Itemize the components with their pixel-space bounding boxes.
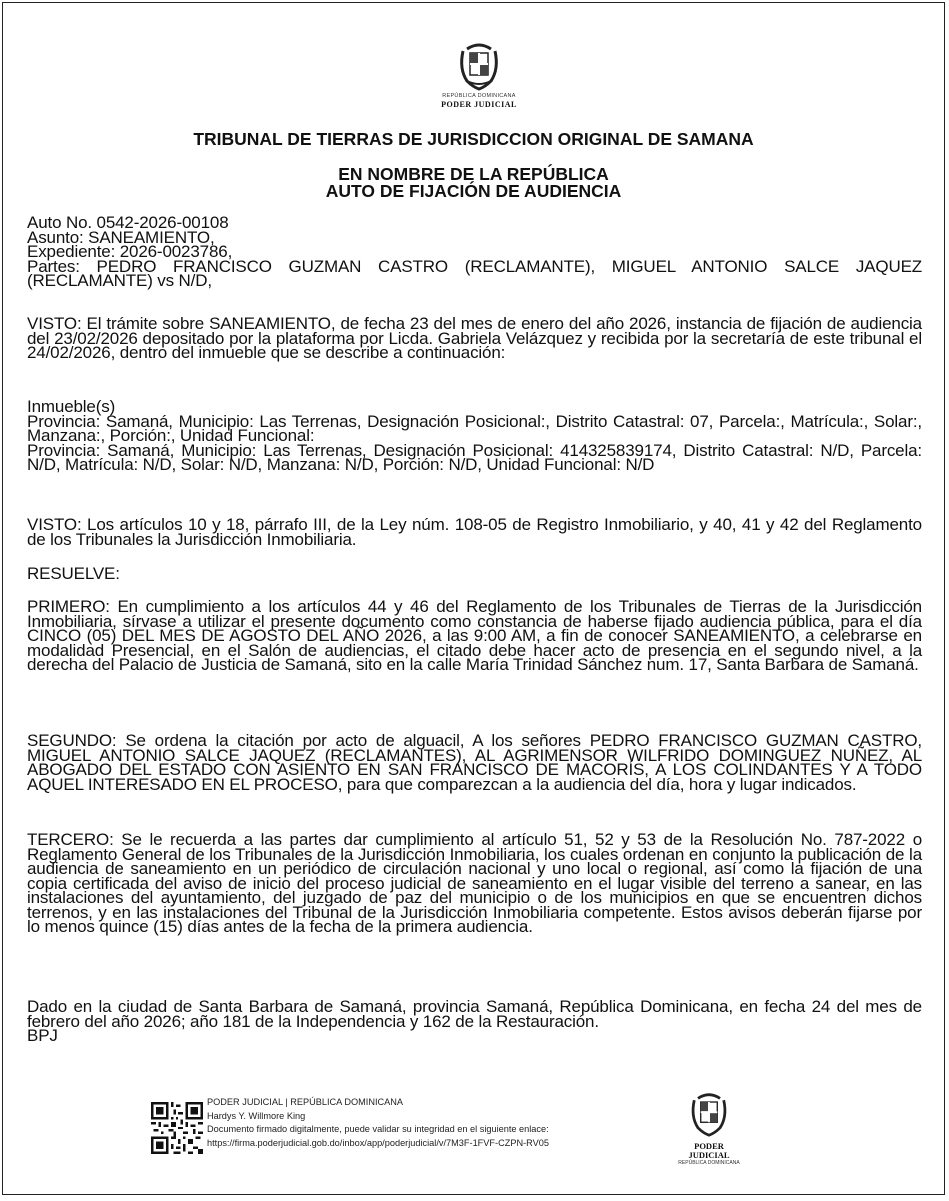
bottom-seal	[673, 1091, 745, 1166]
inmueble-line-1: Provincia: Samaná, Municipio: Las Terrenas, Designación Posicional:, Distrito Catastral: 07, Parcela:, Matrícula:, Solar:, Manzana:, Porción:, Unidad Funcional:	[27, 411, 922, 445]
document-page	[2, 2, 945, 1195]
inmueble-heading: Inmueble(s)	[27, 397, 116, 416]
partes: Partes: PEDRO FRANCISCO GUZMAN CASTRO (RECLAMANTE), MIGUEL ANTONIO SALCE JAQUEZ (RECLAMANTE) vs N/D,	[27, 256, 922, 290]
case-info	[27, 213, 922, 290]
seal-name: PODER JUDICIAL	[441, 100, 517, 109]
auto-number: Auto No. 0542-2026-00108	[27, 213, 229, 232]
signature-footer	[151, 1096, 631, 1156]
seal-subtitle: REPÚBLICA DOMINICANA	[442, 93, 516, 99]
bottom-seal-subtitle: REPÚBLICA DOMINICANA	[678, 1160, 740, 1166]
republic-title: EN NOMBRE DE LA REPÚBLICA	[338, 164, 609, 184]
footer-validation-link[interactable]: https://firma.poderjudicial.gob.do/inbox/app/poderjudicial/v/7M3F-1FVF-CZPN-RV05	[207, 1137, 549, 1148]
primero-paragraph: PRIMERO: En cumplimiento a los artículos 44 y 46 del Reglamento de los Tribunales de Tierras de la Jurisdicción Inmobiliaria, sírvase a utilizar el presente documento como constancia de haberse fijado audiencia pública, para el día CINCO (05) DEL MES DE AGOSTO DEL AÑO 2026, a las 9:00 AM, a fin de conocer SANEAMIENTO, a celebrarse en modalidad Presencial, en el Salón de audiencias, el citado debe hacer acto de presencia en el segundo nivel, a la derecha del Palacio de Justicia de Samaná, sito en la calle María Trinidad Sánchez num. 17, Santa Barbara de Samaná.	[27, 597, 922, 674]
asunto: Asunto: SANEAMIENTO,	[27, 227, 215, 247]
qr-code-icon[interactable]	[151, 1102, 203, 1154]
footer-note: Documento firmado digitalmente, puede validar su integridad en el siguiente enlace:	[207, 1124, 549, 1134]
tercero-paragraph: TERCERO: Se le recuerda a las partes dar cumplimiento al artículo 51, 52 y 53 de la Resolución No. 787-2022 o Reglamento General de los Tribunales de la Jurisdicción Inmobiliaria, los cuales ordenan en conjunto la publicación de la audiencia de saneamiento en un periódico de circulación nacional y uno local o regional, así como la fijación de una copia certificada del aviso de inicio del proceso judicial de saneamiento en el lugar visible del terreno a sanear, en las instalaciones del ayuntamiento, del juzgado de paz del municipio o de los municipios en que se encuentren dichos terrenos, y en las instalaciones del Tribunal de la Jurisdicción Inmobiliaria competente. Estos avisos deberán fijarse por lo menos quince (15) días antes de la fecha de la primera audiencia.	[27, 830, 922, 936]
footer-signer: Hardys Y. Willmore King	[207, 1110, 306, 1121]
top-seal	[439, 41, 519, 109]
segundo-paragraph: SEGUNDO: Se ordena la citación por acto de alguacil, A los señores PEDRO FRANCISCO GUZMAN CASTRO, MIGUEL ANTONIO SALCE JAQUEZ (RECLAMANTES), AL AGRIMENSOR WILFRIDO DOMINGUEZ NUÑEZ, AL ABOGADO DEL ESTADO CON ASIENTO EN SAN FRANCISCO DE MACORÍS, A LOS COLINDANTES Y A TODO AQUEL INTERESADO EN EL PROCESO, para que comparezcan a la audiencia del día, hora y lugar indicados.	[27, 731, 922, 794]
inmueble-section	[27, 397, 922, 474]
signature-text	[207, 1096, 549, 1150]
auto-title: AUTO DE FIJACIÓN DE AUDIENCIA	[325, 181, 622, 201]
initials: BPJ	[27, 1026, 58, 1045]
visto-paragraph-2: VISTO: Los artículos 10 y 18, párrafo III, de la Ley núm. 108-05 de Registro Inmobiliario, y 40, 41 y 42 del Reglamento de los Tribunales la Jurisdicción Inmobiliaria.	[27, 515, 922, 549]
footer-institution: PODER JUDICIAL | REPÚBLICA DOMINICANA	[207, 1097, 404, 1107]
coat-of-arms-icon	[457, 41, 501, 91]
coat-of-arms-icon	[687, 1091, 731, 1137]
dado-paragraph	[27, 997, 922, 1045]
visto-paragraph-1: VISTO: El trámite sobre SANEAMIENTO, de fecha 23 del mes de enero del año 2026, instancia de fijación de audiencia del 23/02/2026 depositado por la plataforma por Licda. Gabriela Velázquez y recibida por la secretaría de este tribunal el 24/02/2026, dentro del inmueble que se describe a continuación:	[27, 314, 922, 362]
tribunal-title: TRIBUNAL DE TIERRAS DE JURISDICCION ORIGINAL DE SAMANA	[193, 129, 754, 149]
dado-text: Dado en la ciudad de Santa Barbara de Samaná, provincia Samaná, República Dominicana, en fecha 24 del mes de febrero del año 2026; año 181 de la Independencia y 162 de la Restauración.	[27, 997, 922, 1031]
bottom-seal-name: PODER JUDICIAL	[688, 1141, 730, 1160]
expediente: Expediente: 2026-0023786,	[27, 242, 233, 261]
inmueble-line-2: Provincia: Samaná, Municipio: Las Terrenas, Designación Posicional: 414325839174, Distrito Catastral: N/D, Parcela: N/D, Matrícula: N/D, Solar: N/D, Manzana: N/D, Porción: N/D, Unidad Funcional: N/D	[27, 440, 922, 474]
resuelve-heading: RESUELVE:	[27, 564, 120, 583]
